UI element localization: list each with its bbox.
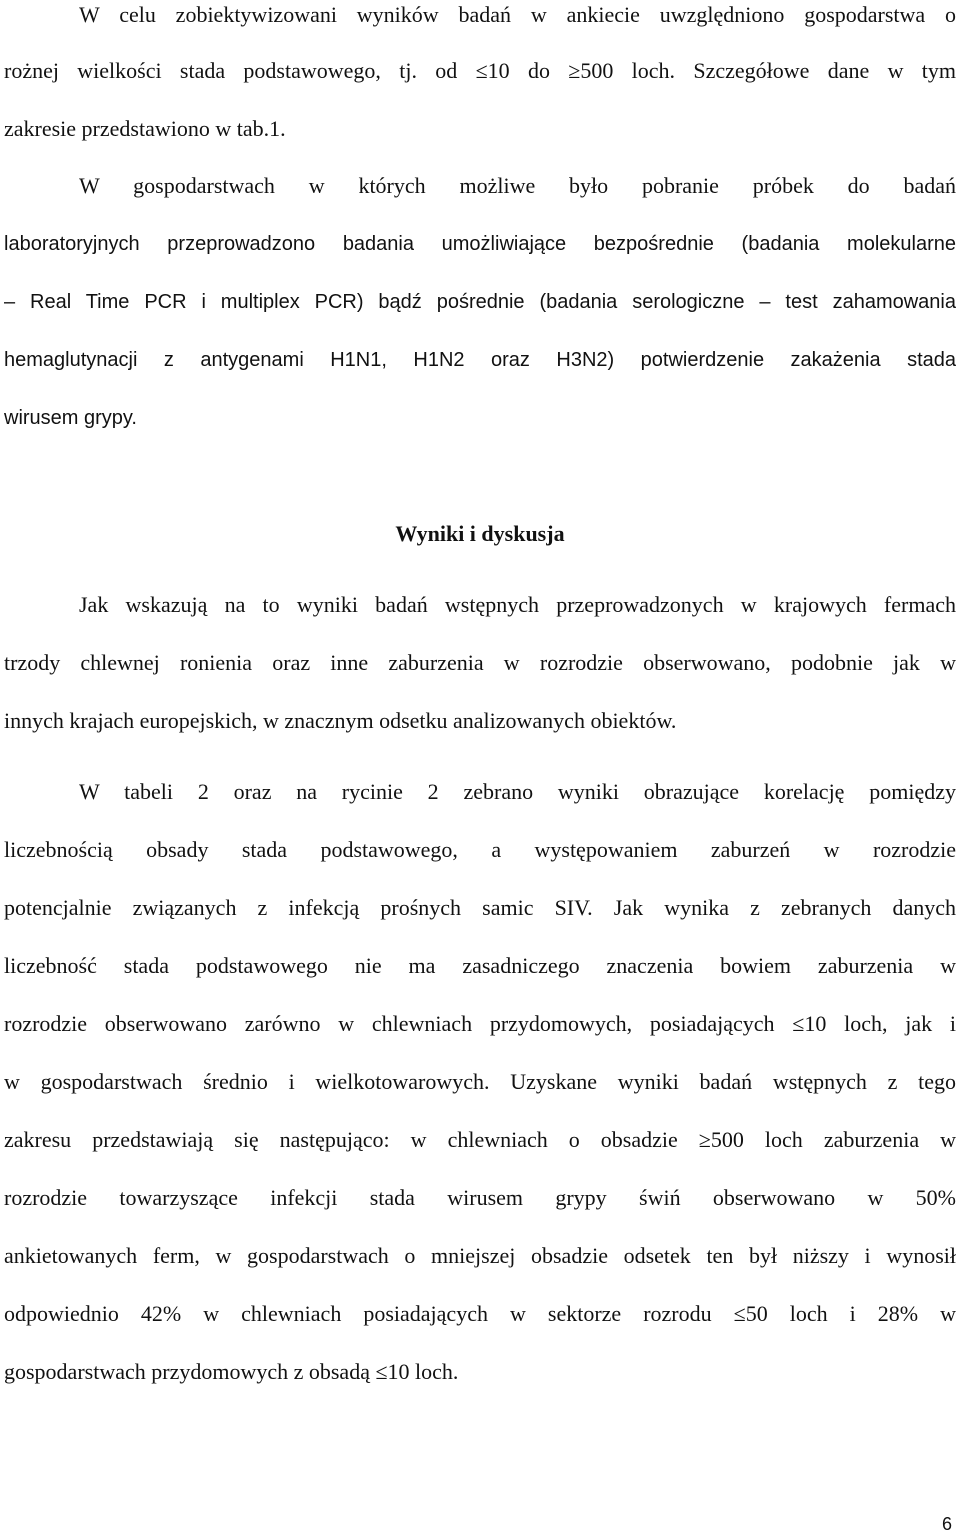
paragraph-1-line-1: W celu zobiektywizowani wyników badań w ankiecie uwzględniono gospodarstwa o bbox=[79, 2, 956, 27]
results-paragraph-2-line-1: W tabeli 2 oraz na rycinie 2 zebrano wyniki obrazujące korelację pomiędzy bbox=[79, 779, 956, 804]
results-paragraph-2-line-11: gospodarstwach przydomowych z obsadą ≤10 loch. bbox=[4, 1359, 459, 1384]
results-paragraph-2-line-2: liczebnością obsady stada podstawowego, a występowaniem zaburzeń w rozrodzie bbox=[4, 837, 956, 862]
results-paragraph-1-line-2: trzody chlewnej ronienia oraz inne zaburzenia w rozrodzie obserwowano, podobnie jak w bbox=[4, 650, 956, 675]
section-heading: Wyniki i dyskusja bbox=[395, 521, 565, 546]
paragraph-1-line-2: rożnej wielkości stada podstawowego, tj. od ≤10 do ≥500 loch. Szczegółowe dane w tym bbox=[4, 58, 956, 83]
paragraph-2-line-3: – Real Time PCR i multiplex PCR) bądź pośrednie (badania serologiczne – test zahamowania bbox=[4, 291, 956, 313]
results-paragraph-1-line-1: Jak wskazują na to wyniki badań wstępnych przeprowadzonych w krajowych fermach bbox=[79, 592, 956, 617]
page-number: 6 bbox=[942, 1514, 953, 1534]
results-paragraph-2-line-8: rozrodzie towarzyszące infekcji stada wirusem grypy świń obserwowano w 50% bbox=[4, 1185, 956, 1210]
results-paragraph-2-line-9: ankietowanych ferm, w gospodarstwach o mniejszej obsadzie odsetek ten był niższy i wynosił bbox=[4, 1243, 956, 1268]
results-paragraph-2-line-5: rozrodzie obserwowano zarówno w chlewniach przydomowych, posiadających ≤10 loch, jak i bbox=[4, 1011, 956, 1036]
paragraph-2-line-5: wirusem grypy. bbox=[4, 407, 137, 429]
paragraph-2-line-4: hemaglutynacji z antygenami H1N1, H1N2 oraz H3N2) potwierdzenie zakażenia stada bbox=[4, 349, 956, 371]
results-paragraph-2-line-6: w gospodarstwach średnio i wielkotowarowych. Uzyskane wyniki badań wstępnych z tego bbox=[4, 1069, 956, 1094]
paragraph-1-line-3: zakresie przedstawiono w tab.1. bbox=[4, 116, 286, 141]
paragraph-2-line-1: W gospodarstwach w których możliwe było pobranie próbek do badań bbox=[79, 173, 956, 198]
results-paragraph-2-line-4: liczebność stada podstawowego nie ma zasadniczego znaczenia bowiem zaburzenia w bbox=[4, 953, 956, 978]
results-paragraph-1-line-3: innych krajach europejskich, w znacznym odsetku analizowanych obiektów. bbox=[4, 708, 677, 733]
results-paragraph-2-line-10: odpowiednio 42% w chlewniach posiadających w sektorze rozrodu ≤50 loch i 28% w bbox=[4, 1301, 956, 1326]
results-paragraph-2-line-7: zakresu przedstawiają się następująco: w chlewniach o obsadzie ≥500 loch zaburzenia w bbox=[4, 1127, 956, 1152]
paragraph-2-line-2: laboratoryjnych przeprowadzono badania umożliwiające bezpośrednie (badania molekularne bbox=[4, 233, 956, 255]
results-paragraph-2-line-3: potencjalnie związanych z infekcją prośnych samic SIV. Jak wynika z zebranych danych bbox=[4, 895, 956, 920]
